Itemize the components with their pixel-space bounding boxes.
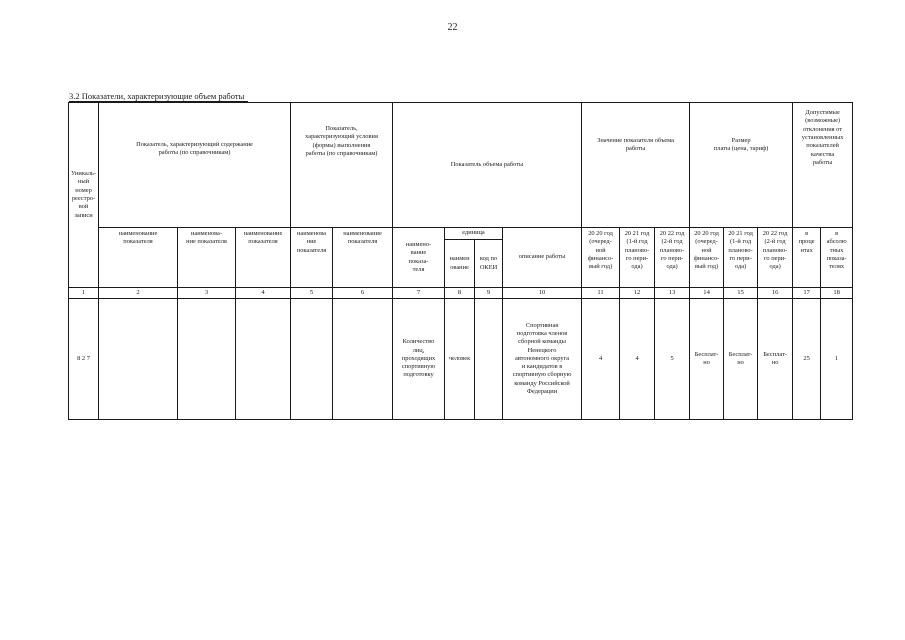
header-dev-percent: в проце нтах (793, 228, 821, 288)
row-indicator-name: Количество лиц, проходящих спортивную подготовку (393, 299, 445, 420)
header-work-description: описание работы (503, 228, 582, 288)
table-row (69, 299, 853, 420)
column-number: 13 (655, 288, 690, 299)
header-deviations: Допустимые (возможные) отклонения от установленных показателей качества работы (793, 103, 853, 228)
row-fee-2022: Бесплат- но (758, 299, 793, 420)
header-unit-name: наимен ование (445, 240, 475, 288)
row-unique-number: 8 2 7 (69, 299, 99, 420)
header-condition-indicator: Показатель, характеризующий условия (формы) выполнения работы (по справочникам) (291, 103, 393, 228)
column-number: 16 (758, 288, 793, 299)
page-number: 22 (447, 22, 458, 33)
header-unique-number: Уникаль- ный номер реестро- вой записи (69, 103, 99, 288)
column-number: 8 (445, 288, 475, 299)
header-content-sub-1: наименование показателя (99, 228, 178, 288)
row-condition-1 (291, 299, 333, 420)
column-number: 17 (793, 288, 821, 299)
column-number: 4 (236, 288, 291, 299)
column-number: 12 (620, 288, 655, 299)
row-value-2022: 5 (655, 299, 690, 420)
column-number: 18 (821, 288, 853, 299)
header-fee: Размер платы (цена, тариф) (690, 103, 793, 228)
column-number: 15 (724, 288, 758, 299)
row-value-2021: 4 (620, 299, 655, 420)
column-number: 6 (333, 288, 393, 299)
column-number: 10 (503, 288, 582, 299)
header-year-fee-3: 20 22 год (2-й год планово- го пери- ода) (758, 228, 793, 288)
header-dev-absolute: в абсолю тных показа- телях (821, 228, 853, 288)
header-unit-okei: код по ОКЕИ (475, 240, 503, 288)
header-volume-name: наимено- вание показа- теля (393, 228, 445, 288)
row-fee-2021: Бесплат- но (724, 299, 758, 420)
column-number: 2 (99, 288, 178, 299)
column-number: 1 (69, 288, 99, 299)
row-fee-2020: Бесплат- но (690, 299, 724, 420)
row-value-2020: 4 (582, 299, 620, 420)
row-work-description: Спортивная подготовка членов сборной команды Ненецкого автономного округа и кандидатов в спортивную сборную команду Российской Федерации (503, 299, 582, 420)
column-number: 5 (291, 288, 333, 299)
header-content-sub-2: наименова- ние показателя (178, 228, 236, 288)
header-volume-value: Значение показателя объема работы (582, 103, 690, 228)
row-content-3 (236, 299, 291, 420)
row-dev-percent: 25 (793, 299, 821, 420)
column-number: 3 (178, 288, 236, 299)
header-volume-indicator: Показатель объема работы (393, 103, 582, 228)
section-title: 3.2 Показатели, характеризующие объем работы (69, 91, 248, 101)
header-year-fee-2: 20 21 год (1-й год планово- го пери- ода) (724, 228, 758, 288)
column-number: 9 (475, 288, 503, 299)
header-condition-sub-1: наименова ние показателя (291, 228, 333, 288)
row-condition-2 (333, 299, 393, 420)
header-unit: единица (445, 228, 503, 240)
header-content-sub-3: наименование показателя (236, 228, 291, 288)
row-content-1 (99, 299, 178, 420)
column-number: 11 (582, 288, 620, 299)
row-dev-absolute: 1 (821, 299, 853, 420)
row-content-2 (178, 299, 236, 420)
header-content-indicator: Показатель, характеризующий содержание работы (по справочникам) (99, 103, 291, 228)
header-year-value-1: 20 20 год (очеред- ной финансо- вый год) (582, 228, 620, 288)
row-unit-name: человек (445, 299, 475, 420)
row-unit-okei (475, 299, 503, 420)
header-year-fee-1: 20 20 год (очеред- ной финансо- вый год) (690, 228, 724, 288)
column-number: 7 (393, 288, 445, 299)
work-volume-table (68, 102, 853, 420)
column-number: 14 (690, 288, 724, 299)
header-condition-sub-2: наименование показателя (333, 228, 393, 288)
header-year-value-3: 20 22 год (2-й год планово- го пери- ода) (655, 228, 690, 288)
header-year-value-2: 20 21 год (1-й год планово- го пери- ода) (620, 228, 655, 288)
